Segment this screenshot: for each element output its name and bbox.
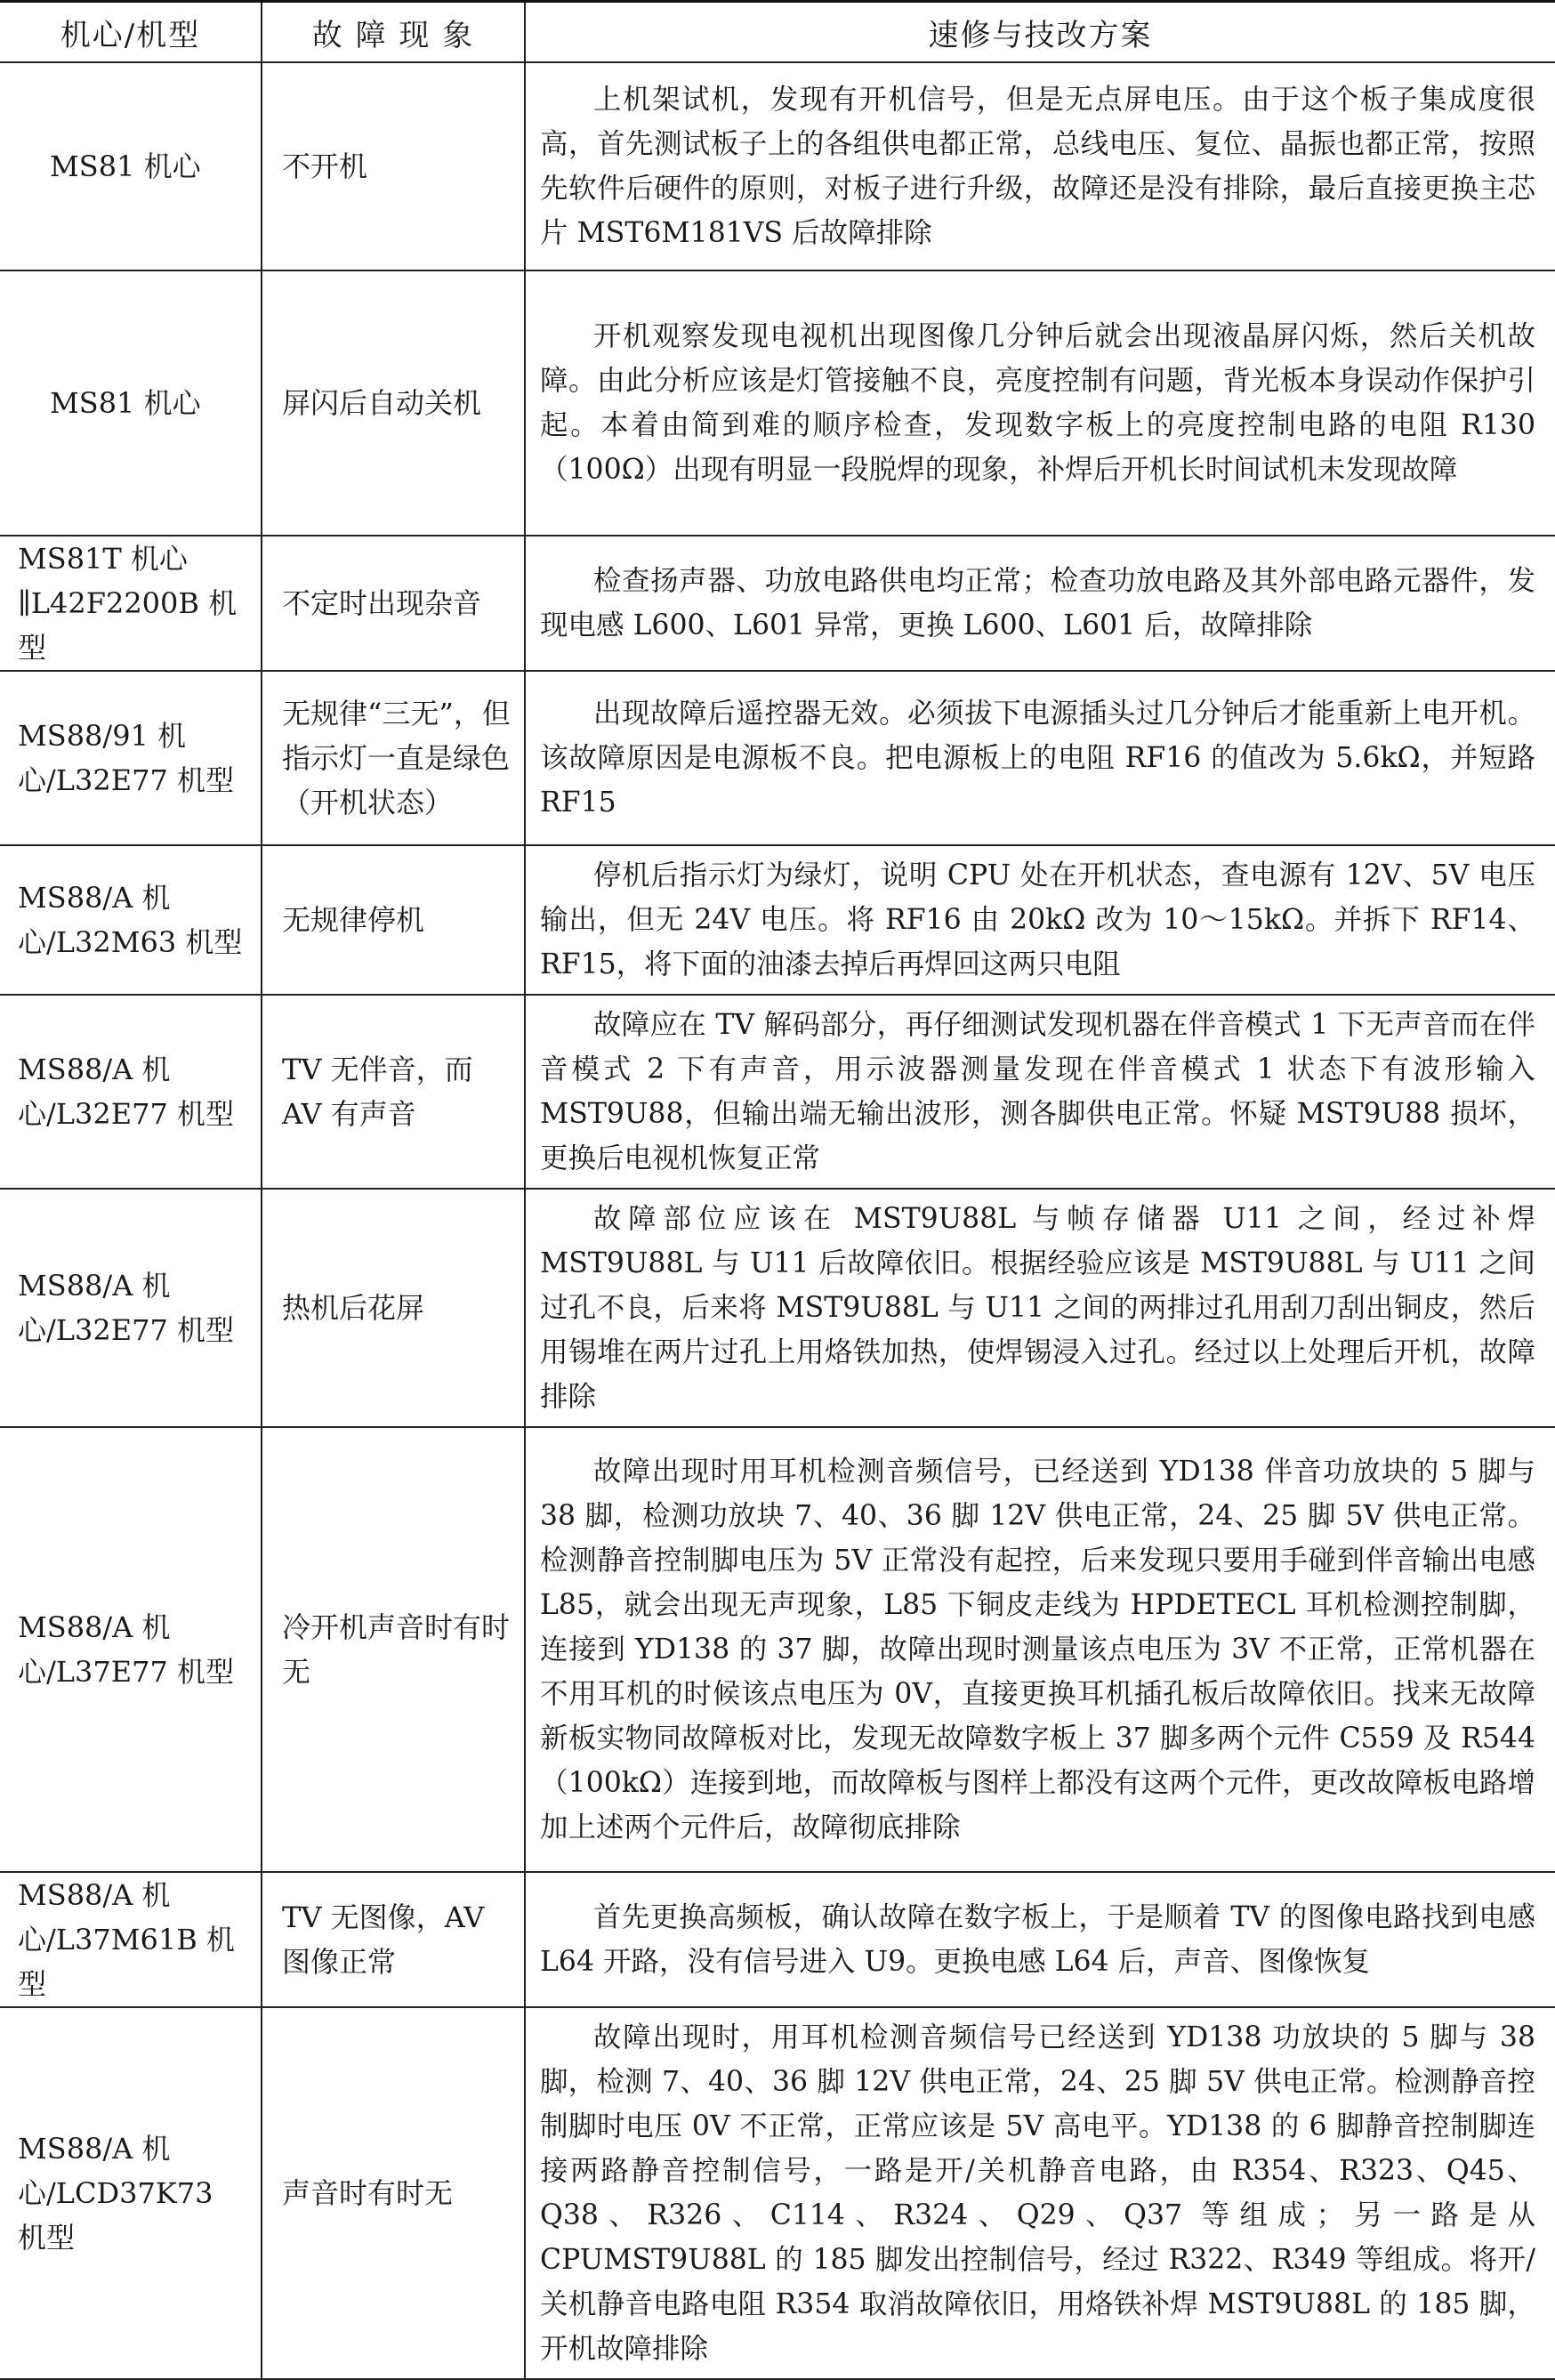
table-row <box>0 845 1555 995</box>
table-header <box>0 2 1555 63</box>
cell-solution: 故障出现时，用耳机检测音频信号已经送到 YD138 功放块的 5 脚与 38 脚，检测 7、40、36 脚 12V 供电正常，24、25 脚 5V 供电正常。检测静音控制脚时电压 0V 不正常，正常应该是 5V 高电平。YD138 的 6 脚静音控制脚连接两路静音控制信号，一路是开/关机静音电路，由 R354、R323、Q45、Q38、R326、C114、R324、Q29、Q37 等组成；另一路是从 CPUMST9U88L 的 185 脚发出控制信号，经过 R322、R349 等组成。将开/关机静音电路电阻 R354 取消故障依旧，用烙铁补焊 MST9U88L 的 185 脚，开机故障排除 <box>525 2007 1555 2379</box>
cell-solution: 故障应在 TV 解码部分，再仔细测试发现机器在伴音模式 1 下无声音而在伴音模式 2 下有声音，用示波器测量发现在伴音模式 1 状态下有波形输入 MST9U88，但输出端无输出波形，测各脚供电正常。怀疑 MST9U88 损坏，更换后电视机恢复正常 <box>525 995 1555 1189</box>
cell-symptom: 声音时有时无 <box>262 2007 525 2379</box>
table-row <box>0 2007 1555 2379</box>
cell-symptom: 不开机 <box>262 62 525 270</box>
cell-model: MS88/A 机心/LCD37K73 机型 <box>0 2007 262 2379</box>
header-solution: 速修与技改方案 <box>525 2 1555 63</box>
cell-symptom: TV 无图像，AV 图像正常 <box>262 1872 525 2007</box>
cell-symptom: TV 无伴音，而 AV 有声音 <box>262 995 525 1189</box>
table-row <box>0 62 1555 270</box>
cell-model: MS88/A 机心/L32M63 机型 <box>0 845 262 995</box>
cell-symptom: 无规律停机 <box>262 845 525 995</box>
cell-symptom: 无规律“三无”，但指示灯一直是绿色（开机状态） <box>262 671 525 845</box>
cell-solution: 上机架试机，发现有开机信号，但是无点屏电压。由于这个板子集成度很高，首先测试板子上的各组供电都正常，总线电压、复位、晶振也都正常，按照先软件后硬件的原则，对板子进行升级，故障还是没有排除，最后直接更换主芯片 MST6M181VS 后故障排除 <box>525 62 1555 270</box>
cell-model: MS88/A 机心/L32E77 机型 <box>0 1189 262 1427</box>
cell-model: MS81T 机心∥L42F2200B 机型 <box>0 536 262 671</box>
cell-model: MS88/A 机心/L37E77 机型 <box>0 1427 262 1872</box>
table-row <box>0 671 1555 845</box>
table-row <box>0 1872 1555 2007</box>
table-row <box>0 995 1555 1189</box>
cell-solution: 出现故障后遥控器无效。必须拔下电源插头过几分钟后才能重新上电开机。该故障原因是电源板不良。把电源板上的电阻 RF16 的值改为 5.6kΩ，并短路 RF15 <box>525 671 1555 845</box>
table-row <box>0 536 1555 671</box>
cell-solution: 首先更换高频板，确认故障在数字板上，于是顺着 TV 的图像电路找到电感 L64 开路，没有信号进入 U9。更换电感 L64 后，声音、图像恢复 <box>525 1872 1555 2007</box>
cell-symptom: 热机后花屏 <box>262 1189 525 1427</box>
cell-symptom: 屏闪后自动关机 <box>262 270 525 536</box>
table-row <box>0 270 1555 536</box>
cell-model: MS88/91 机心/L32E77 机型 <box>0 671 262 845</box>
cell-solution: 停机后指示灯为绿灯，说明 CPU 处在开机状态，查电源有 12V、5V 电压输出，但无 24V 电压。将 RF16 由 20kΩ 改为 10～15kΩ。并拆下 RF14、RF15，将下面的油漆去掉后再焊回这两只电阻 <box>525 845 1555 995</box>
header-model: 机心/机型 <box>0 2 262 63</box>
header-row <box>0 2 1555 63</box>
cell-model: MS88/A 机心/L32E77 机型 <box>0 995 262 1189</box>
cell-model: MS81 机心 <box>0 62 262 270</box>
cell-solution: 故障出现时用耳机检测音频信号，已经送到 YD138 伴音功放块的 5 脚与 38 脚，检测功放块 7、40、36 脚 12V 供电正常，24、25 脚 5V 供电正常。检测静音控制脚电压为 5V 正常没有起控，后来发现只要用手碰到伴音输出电感 L85，就会出现无声现象，L85 下铜皮走线为 HPDETECL 耳机检测控制脚，连接到 YD138 的 37 脚，故障出现时测量该点电压为 3V 不正常，正常机器在不用耳机的时候该点电压为 0V，直接更换耳机插孔板后故障依旧。找来无故障新板实物同故障板对比，发现无故障数字板上 37 脚多两个元件 C559 及 R544（100kΩ）连接到地，而故障板与图样上都没有这两个元件，更改故障板电路增加上述两个元件后，故障彻底排除 <box>525 1427 1555 1872</box>
cell-model: MS81 机心 <box>0 270 262 536</box>
header-symptom: 故 障 现 象 <box>262 2 525 63</box>
cell-solution: 故障部位应该在 MST9U88L 与帧存储器 U11 之间，经过补焊 MST9U88L 与 U11 后故障依旧。根据经验应该是 MST9U88L 与 U11 之间过孔不良，后来将 MST9U88L 与 U11 之间的两排过孔用刮刀刮出铜皮，然后用锡堆在两片过孔上用烙铁加热，使焊锡浸入过孔。经过以上处理后开机，故障排除 <box>525 1189 1555 1427</box>
table-row <box>0 1427 1555 1872</box>
cell-symptom: 冷开机声音时有时无 <box>262 1427 525 1872</box>
cell-solution: 开机观察发现电视机出现图像几分钟后就会出现液晶屏闪烁，然后关机故障。由此分析应该是灯管接触不良，亮度控制有问题，背光板本身误动作保护引起。本着由简到难的顺序检查，发现数字板上的亮度控制电路的电阻 R130（100Ω）出现有明显一段脱焊的现象，补焊后开机长时间试机未发现故障 <box>525 270 1555 536</box>
cell-model: MS88/A 机心/L37M61B 机型 <box>0 1872 262 2007</box>
table-row <box>0 1189 1555 1427</box>
cell-symptom: 不定时出现杂音 <box>262 536 525 671</box>
cell-solution: 检查扬声器、功放电路供电均正常；检查功放电路及其外部电路元器件，发现电感 L600、L601 异常，更换 L600、L601 后，故障排除 <box>525 536 1555 671</box>
